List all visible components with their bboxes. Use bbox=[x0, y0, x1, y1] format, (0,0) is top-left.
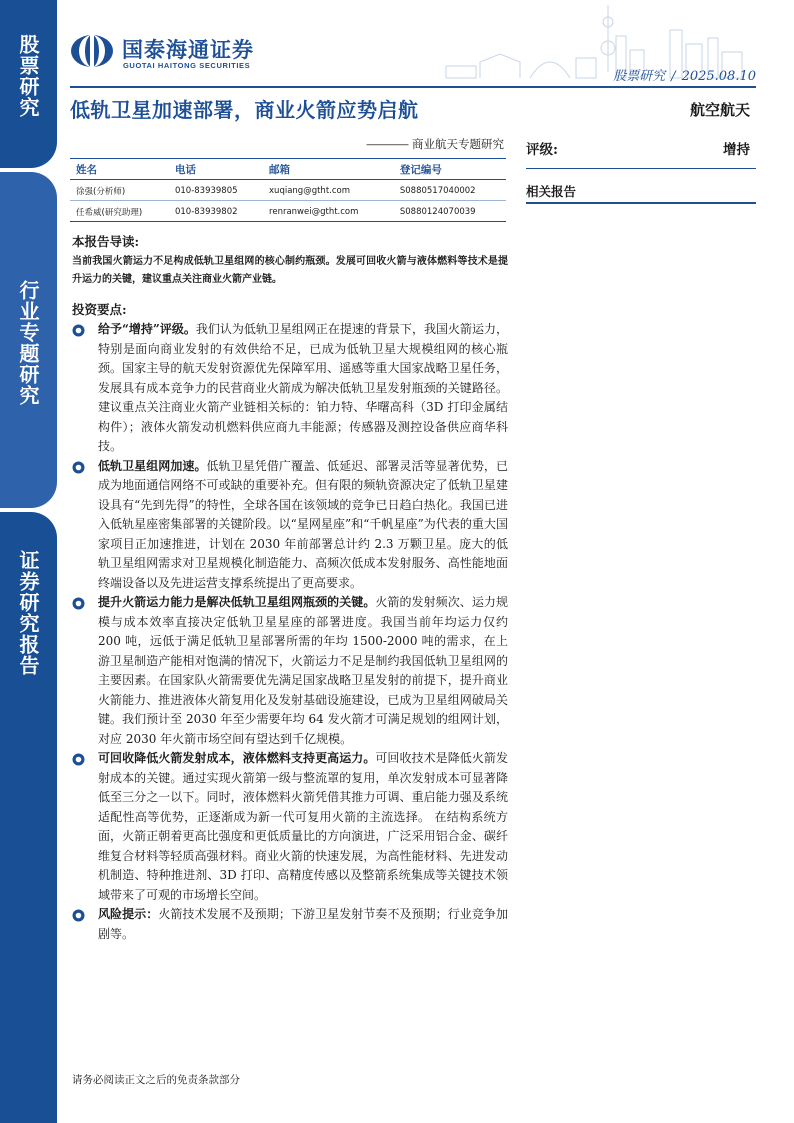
col-name: 姓名 bbox=[70, 159, 169, 180]
header-rule bbox=[70, 86, 756, 88]
rating-label: 评级: bbox=[526, 142, 558, 158]
company-logo bbox=[70, 34, 114, 68]
bullet-circle-icon bbox=[72, 597, 85, 610]
point-lead: 低轨卫星组网加速。 bbox=[98, 458, 207, 473]
col-reg-no: 登记编号 bbox=[394, 159, 506, 180]
analyst-name: 徐强(分析师) bbox=[70, 180, 169, 201]
point-lead: 可回收降低火箭发射成本，液体燃料支持更高运力。 bbox=[98, 751, 376, 765]
list-item bbox=[72, 457, 508, 594]
subtitle-text: 商业航天专题研究 bbox=[412, 137, 504, 151]
point-text: 火箭的发射频次、运力规模与成本效率直接决定低轨卫星星座的部署进度。我国当前年均运力仅约 200 吨，远低于满足低轨卫星部署所需的年均 1500-2000 吨的需求，在上游卫星制造产能相对饱满的情况下，火箭运力不足是制约我国低轨卫星组网的主要因素。在国家队火箭需要优先满足国家战略卫星发射的前提下，提升商业火箭能力、推进液体火箭复用化及发射基础设施建设，已成为卫星组网破局关键。我们预计至 2030 年至少需要年均 64 发火箭才可满足规划的组网计划，对应 2030 年火箭市场空间有望达到千亿规模。 bbox=[98, 595, 508, 746]
bullet-circle-icon bbox=[72, 461, 85, 474]
sidebar-section-securities-report bbox=[0, 512, 57, 1123]
report-meta bbox=[613, 65, 756, 84]
industry-label: 航空航天 bbox=[689, 101, 750, 119]
rating-rule bbox=[526, 168, 756, 169]
invest-points-list bbox=[72, 320, 508, 944]
analyst-phone: 010-83939805 bbox=[169, 180, 263, 201]
subtitle-dash: ———— bbox=[366, 137, 408, 151]
report-type: 股票研究 bbox=[613, 69, 666, 84]
analyst-email[interactable]: renranwei@gtht.com bbox=[263, 201, 394, 222]
brand-name-en: GUOTAI HAITONG SECURITIES bbox=[123, 61, 251, 70]
point-text: 可回收技术是降低火箭发射成本的关键。通过实现火箭第一级与整流罩的复用，单次发射成本可显著降低至三分之一以下。同时，液体燃料火箭凭借其推力可调、重启能力强及系统适配性高等优势，正逐渐成为新一代可复用火箭的主流选择。 在结构系统方面，火箭正朝着更高比强度和更低质量比的方向演进，广泛采用铝合金、碳纤维复合材料等轻质高强材料。商业火箭的快速发展，为高性能材料、先进发动机制造、特种推进剂、3D 打印、高精度传感以及整箭系统集成等关键技术领域带来了可观的市场增长空间。 bbox=[98, 751, 508, 902]
point-lead: 风险提示： bbox=[98, 907, 159, 921]
analyst-reg-no: S0880124070039 bbox=[394, 201, 506, 222]
analyst-reg-no: S0880517040002 bbox=[394, 180, 506, 201]
brand-name-cn: 国泰海通证券 bbox=[122, 38, 254, 62]
analyst-email[interactable]: xuqiang@gtht.com bbox=[263, 180, 394, 201]
sidebar-section-stock-research bbox=[0, 0, 57, 168]
invest-heading: 投资要点: bbox=[72, 302, 127, 317]
sidebar-section-industry-research bbox=[0, 172, 57, 508]
intro-text: 当前我国火箭运力不足构成低轨卫星组网的核心制约瓶颈。发展可回收火箭与液体燃料等技术是提升运力的关键，建议重点关注商业火箭产业链。 bbox=[72, 256, 508, 285]
list-item bbox=[72, 593, 508, 749]
report-subtitle bbox=[366, 136, 504, 152]
report-title: 低轨卫星加速部署，商业火箭应势启航 bbox=[70, 98, 419, 122]
sidebar-label: 证券研究报告 bbox=[16, 550, 40, 676]
bullet-circle-icon bbox=[72, 909, 85, 922]
table-row bbox=[70, 201, 506, 222]
meta-separator: / bbox=[671, 69, 676, 84]
point-text: 低轨卫星凭借广覆盖、低延迟、部署灵活等显著优势，已成为地面通信网络不可或缺的重要补充。但有限的频轨资源决定了低轨卫星建设具有“先到先得”的特性，全球各国在该领域的竞争已日趋白热化。我国已进入低轨星座密集部署的关键阶段。以“星网星座”和“千帆星座”为代表的重大国家项目正加速推进，计划在 2030 年前部署总计约 2.3 万颗卫星。庞大的低轨卫星组网需求对卫星规模化制造能力、高频次低成本发射服务、高性能地面终端设备以及先进运营支撑系统提出了更高要求。 bbox=[98, 458, 508, 590]
bullet-circle-icon bbox=[72, 324, 85, 337]
point-lead: 提升火箭运力能力是解决低轨卫星组网瓶颈的关键。 bbox=[98, 595, 376, 609]
related-reports-heading: 相关报告 bbox=[526, 184, 577, 199]
analyst-name: 任希威(研究助理) bbox=[70, 201, 169, 222]
list-item bbox=[72, 749, 508, 905]
disclaimer-footer: 请务必阅读正文之后的免责条款部分 bbox=[72, 1074, 240, 1086]
table-row bbox=[70, 180, 506, 201]
analyst-phone: 010-83939802 bbox=[169, 201, 263, 222]
analyst-table-header bbox=[70, 159, 506, 180]
analyst-table bbox=[70, 158, 506, 222]
point-text: 火箭技术发展不及预期；下游卫星发射节奏不及预期；行业竞争加剧等。 bbox=[98, 907, 508, 941]
related-reports-rule bbox=[526, 202, 756, 204]
rating-value: 增持 bbox=[723, 142, 750, 158]
list-item bbox=[72, 320, 508, 457]
intro-heading: 本报告导读: bbox=[72, 234, 140, 249]
sidebar-label: 股票研究 bbox=[16, 34, 40, 118]
bullet-circle-icon bbox=[72, 753, 85, 766]
sidebar-label: 行业专题研究 bbox=[16, 280, 40, 406]
point-lead: 给予“增持”评级。 bbox=[98, 322, 196, 336]
list-item bbox=[72, 905, 508, 944]
col-phone: 电话 bbox=[169, 159, 263, 180]
report-date: 2025.08.10 bbox=[681, 69, 756, 84]
col-email: 邮箱 bbox=[263, 159, 394, 180]
point-text: 我们认为低轨卫星组网正在提速的背景下，我国火箭运力，特别是面向商业发射的有效供给不足，已成为低轨卫星大规模组网的核心瓶颈。国家主导的航天发射资源优先保障军用、遥感等重大国家战略卫星任务，发展具有成本竞争力的民营商业火箭成为解决低轨卫星发射瓶颈的关键路径。建议重点关注商业火箭产业链相关标的：铂力特、华曙高科（3D 打印金属结构件）；液体火箭发动机燃料供应商九丰能源；传感器及测控设备供应商华科技。 bbox=[98, 322, 508, 453]
